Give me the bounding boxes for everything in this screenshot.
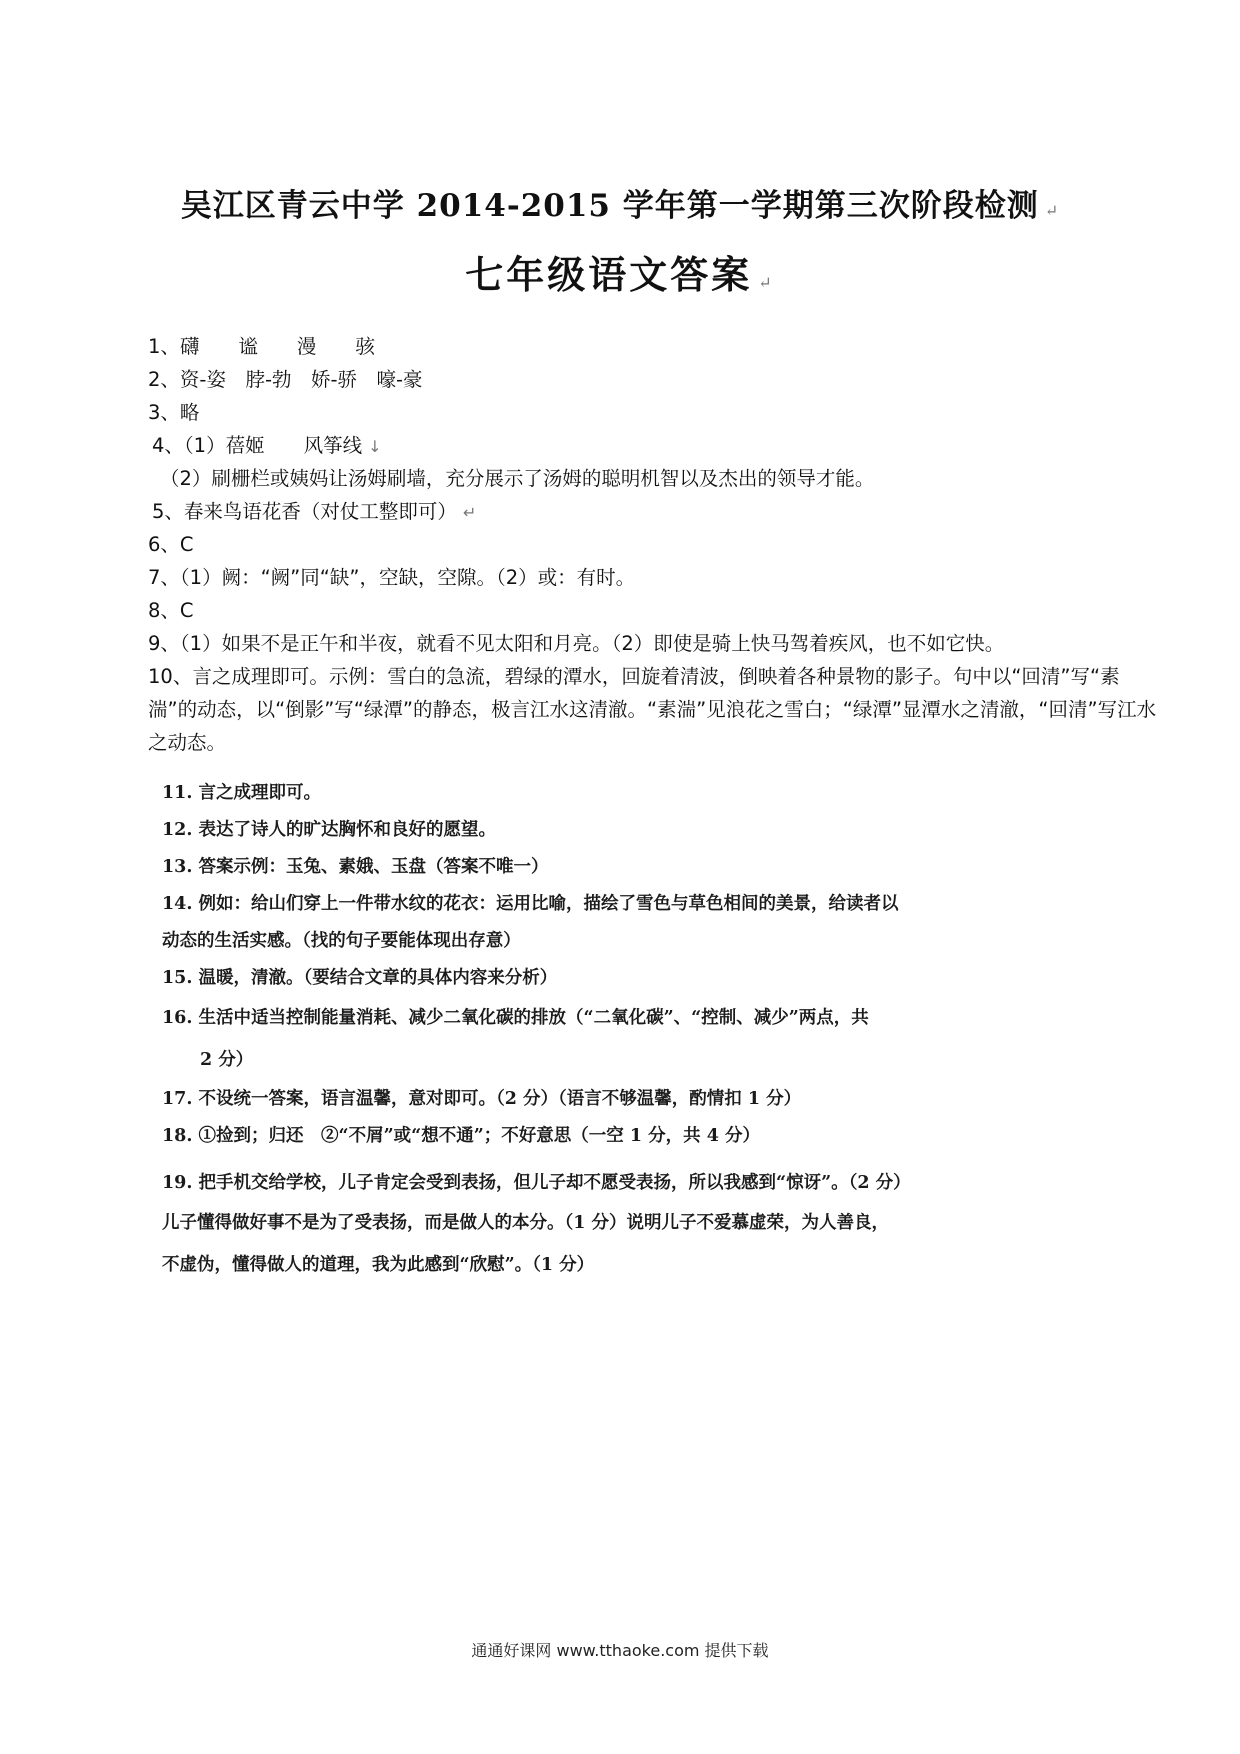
answer-5 (148, 495, 1158, 528)
answer-17: 17. 不设统一答案，语言温馨，意对即可。（2 分）（语言不够温馨，酌情扣 1 分） (162, 1089, 802, 1109)
answer-1: 1、礴 谧 漫 骇 (148, 335, 375, 358)
answer-14-line-2: 动态的生活实感。（找的句子要能体现出存意） (162, 931, 521, 951)
answer-16-line-2: 2 分） (200, 1050, 254, 1070)
answer-3: 3、略 (148, 401, 200, 424)
paragraph-mark-icon: ↵ (462, 503, 477, 522)
answer-19-line-2: 儿子懂得做好事不是为了受表扬，而是做人的本分。（1 分）说明儿子不爱慕虚荣，为人善良， (162, 1213, 890, 1233)
page-footer: 通通好课网 www.tthaoke.com 提供下载 (471, 1641, 769, 1660)
document-subtitle (0, 244, 1240, 299)
answer-18: 18. ①捡到；归还 ②“不屑”或“想不通”；不好意思（一空 1 分，共 4 分） (162, 1126, 761, 1146)
answers-section-1 (148, 330, 1158, 759)
answer-19-line-3: 不虚伪，懂得做人的道理，我为此感到“欣慰”。（1 分） (162, 1255, 595, 1275)
answer-14-line-1: 14. 例如：给山们穿上一件带水纹的花衣：运用比喻，描绘了雪色与草色相间的美景，给读者以 (162, 894, 899, 914)
answer-15: 15. 温暖，清澈。（要结合文章的具体内容来分析） (162, 968, 558, 988)
answer-12: 12. 表达了诗人的旷达胸怀和良好的愿望。 (162, 820, 497, 840)
answer-6: 6、C (148, 533, 194, 556)
answer-10: 10、言之成理即可。示例：雪白的急流，碧绿的潭水，回旋着清波，倒映着各种景物的影子。句中以“回清”写“素湍”的动态，以“倒影”写“绿潭”的静态，极言江水这清澈。“素湍”见浪花之雪白；“绿潭”显潭水之清澈，“回清”写江水之动态。 (148, 665, 1157, 754)
answer-11: 11. 言之成理即可。 (162, 783, 322, 803)
answer-2: 2、资-姿 脖-勃 娇-骄 嚎-豪 (148, 368, 423, 391)
answer-5-text: 5、春来鸟语花香（对仗工整即可） (152, 500, 457, 523)
answer-16-line-1: 16. 生活中适当控制能量消耗、减少二氧化碳的排放（“二氧化碳”、“控制、减少”两点，共 (162, 1008, 869, 1028)
answer-13: 13. 答案示例：玉兔、素娥、玉盘（答案不唯一） (162, 857, 549, 877)
answer-4-part-1 (148, 429, 1158, 462)
answer-8: 8、C (148, 599, 194, 622)
answer-9: 9、（1）如果不是正午和半夜，就看不见太阳和月亮。（2）即使是骑上快马驾着疾风，也不如它快。 (148, 632, 1005, 655)
answer-4-part-1-text: 4、（1）蓓姬 风筝线 (152, 434, 363, 457)
paragraph-mark-icon: ↵ (1044, 201, 1060, 220)
document-title-text: 吴江区青云中学 2014-2015 学年第一学期第三次阶段检测 (180, 188, 1039, 224)
paragraph-mark-icon: ↵ (758, 273, 775, 292)
answers-section-2 (162, 775, 1022, 1286)
section-spacer (162, 1155, 1022, 1165)
line-break-mark-icon: ↓ (368, 437, 382, 456)
document-subtitle-text: 七年级语文答案 (465, 252, 753, 297)
answer-4-part-2: （2）刷栅栏或姨妈让汤姆刷墙，充分展示了汤姆的聪明机智以及杰出的领导才能。 (160, 467, 875, 490)
answer-7: 7、（1）阙：“阙”同“缺”，空缺，空隙。（2）或：有时。 (148, 566, 636, 589)
document-title (0, 180, 1240, 225)
answer-19-line-1: 19. 把手机交给学校，儿子肯定会受到表扬，但儿子却不愿受表扬，所以我感到“惊讶”。（2 分） (162, 1173, 911, 1193)
